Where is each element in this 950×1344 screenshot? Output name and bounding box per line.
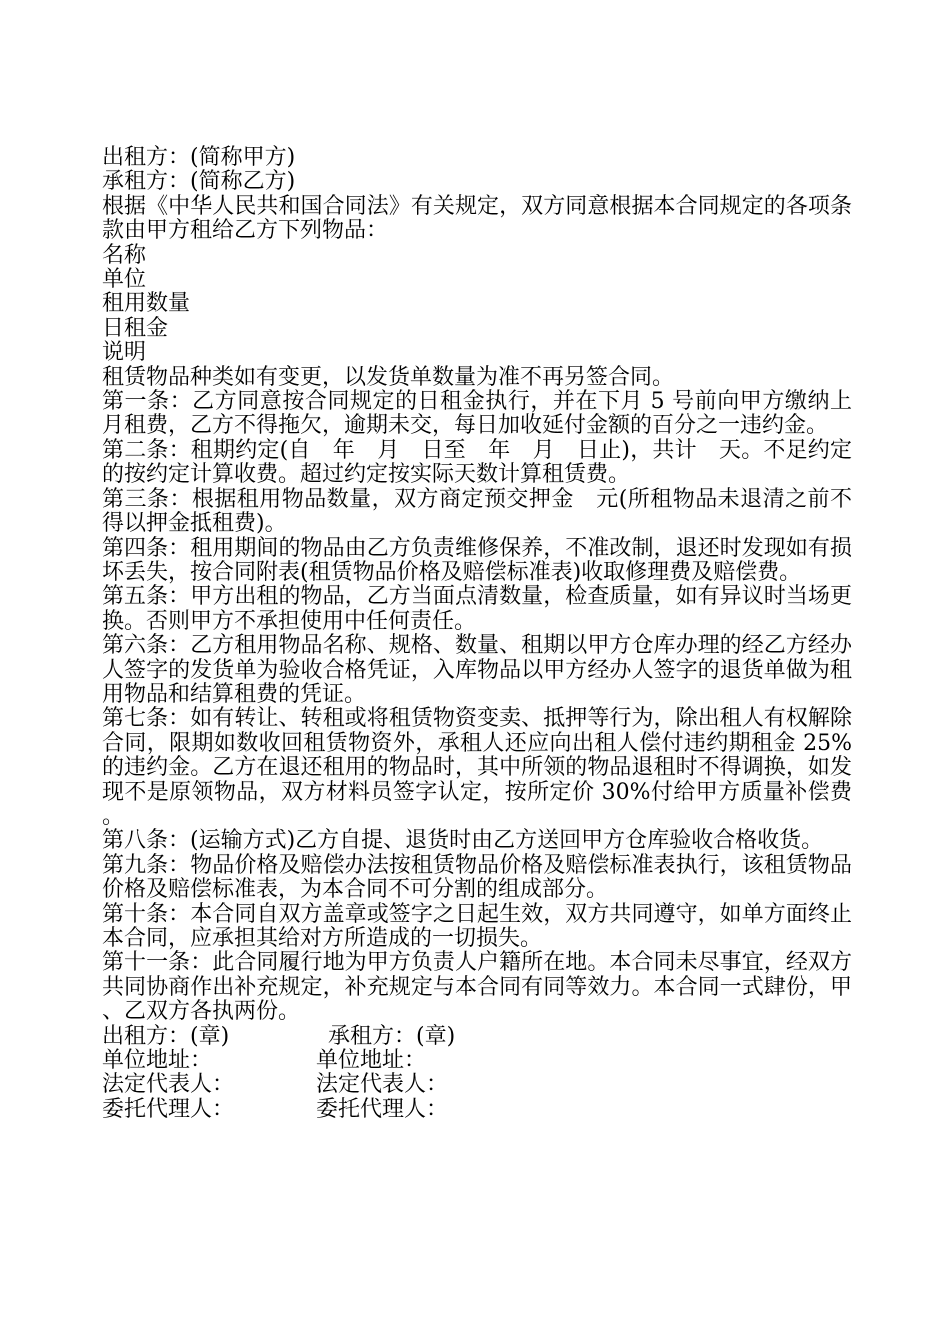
lessor-seal: 出租方：(章)	[102, 1023, 230, 1049]
lessee-agent: 委托代理人：	[316, 1096, 449, 1122]
item-field-unit: 单位	[102, 267, 147, 293]
intro-paragraph: 根据《中华人民共和国合同法》有关规定，双方同意根据本合同规定的各项条款由甲方租给乙方下列物品：	[102, 193, 852, 244]
article-8: 第八条：(运输方式)乙方自提、退货时由乙方送回甲方仓库验收合格收货。	[102, 828, 824, 854]
lessee-seal: 承租方：(章)	[328, 1023, 456, 1049]
lessor-address: 单位地址：	[102, 1048, 213, 1074]
lessee-representative: 法定代表人：	[316, 1072, 449, 1098]
article-3: 第三条：根据租用物品数量，双方商定预交押金 元(所租物品未退清之前不得以押金抵租费)。	[102, 486, 852, 537]
item-field-name: 名称	[102, 242, 147, 268]
signature-address-row	[102, 1049, 852, 1073]
article-1: 第一条：乙方同意按合同规定的日租金执行，并在下月 5 号前向甲方缴纳上月租费，乙方不得拖欠，逾期未交，每日加收延付金额的百分之一违约金。	[102, 389, 852, 439]
item-field-quantity: 租用数量	[102, 291, 191, 317]
article-10: 第十条：本合同自双方盖章或签字之日起生效，双方共同遵守，如单方面终止本合同，应承担其给对方所造成的一切损失。	[102, 901, 852, 951]
signature-representative-row	[102, 1073, 852, 1097]
lessor-agent: 委托代理人：	[102, 1096, 235, 1122]
article-6: 第六条：乙方租用物品名称、规格、数量、租期以甲方仓库办理的经乙方经办人签字的发货单为验收合格凭证，入库物品以甲方经办人签字的退货单做为租用物品和结算租费的凭证。	[102, 633, 852, 707]
article-7: 第七条：如有转让、转租或将租赁物资变卖、抵押等行为，除出租人有权解除合同，限期如数收回租赁物资外，承租人还应向出租人偿付违约期租金 25%的违约金。乙方在退还租用的物品时，其中所领的物品退租时不得调换，如发现不是原领物品，双方材料员签字认定，按所定价 30%付给甲方质量补偿费。	[102, 706, 852, 829]
lessor-line: 出租方：(简称甲方)	[102, 145, 296, 170]
change-note: 租赁物品种类如有变更，以发货单数量为准不再另签合同。	[102, 364, 675, 390]
lessor-representative: 法定代表人：	[102, 1072, 235, 1098]
article-4: 第四条：租用期间的物品由乙方负责维修保养，不准改制，退还时发现如有损坏丢失，按合同附表(租赁物品价格及赔偿标准表)收取修理费及赔偿费。	[102, 535, 852, 585]
signature-seal-row	[102, 1025, 852, 1049]
article-5: 第五条：甲方出租的物品，乙方当面点清数量，检查质量，如有异议时当场更换。否则甲方不承担使用中任何责任。	[102, 584, 852, 634]
lessee-line: 承租方：(简称乙方)	[102, 169, 296, 195]
article-2: 第二条：租期约定(自 年 月 日至 年 月 日止)，共计 天。不足约定的按约定计算收费。超过约定按实际天数计算租赁费。	[102, 437, 852, 488]
item-field-daily-rent: 日租金	[102, 315, 169, 341]
article-11: 第十一条：此合同履行地为甲方负责人户籍所在地。本合同未尽事宜，经双方共同协商作出补充规定，补充规定与本合同有同等效力。本合同一式肆份，甲、乙双方各执两份。	[102, 950, 852, 1025]
lessee-address: 单位地址：	[316, 1048, 427, 1074]
article-9: 第九条：物品价格及赔偿办法按租赁物品价格及赔偿标准表执行，该租赁物品价格及赔偿标准表，为本合同不可分割的组成部分。	[102, 852, 852, 903]
contract-document	[102, 146, 852, 1122]
signature-agent-row	[102, 1098, 852, 1122]
item-field-note: 说明	[102, 340, 147, 366]
